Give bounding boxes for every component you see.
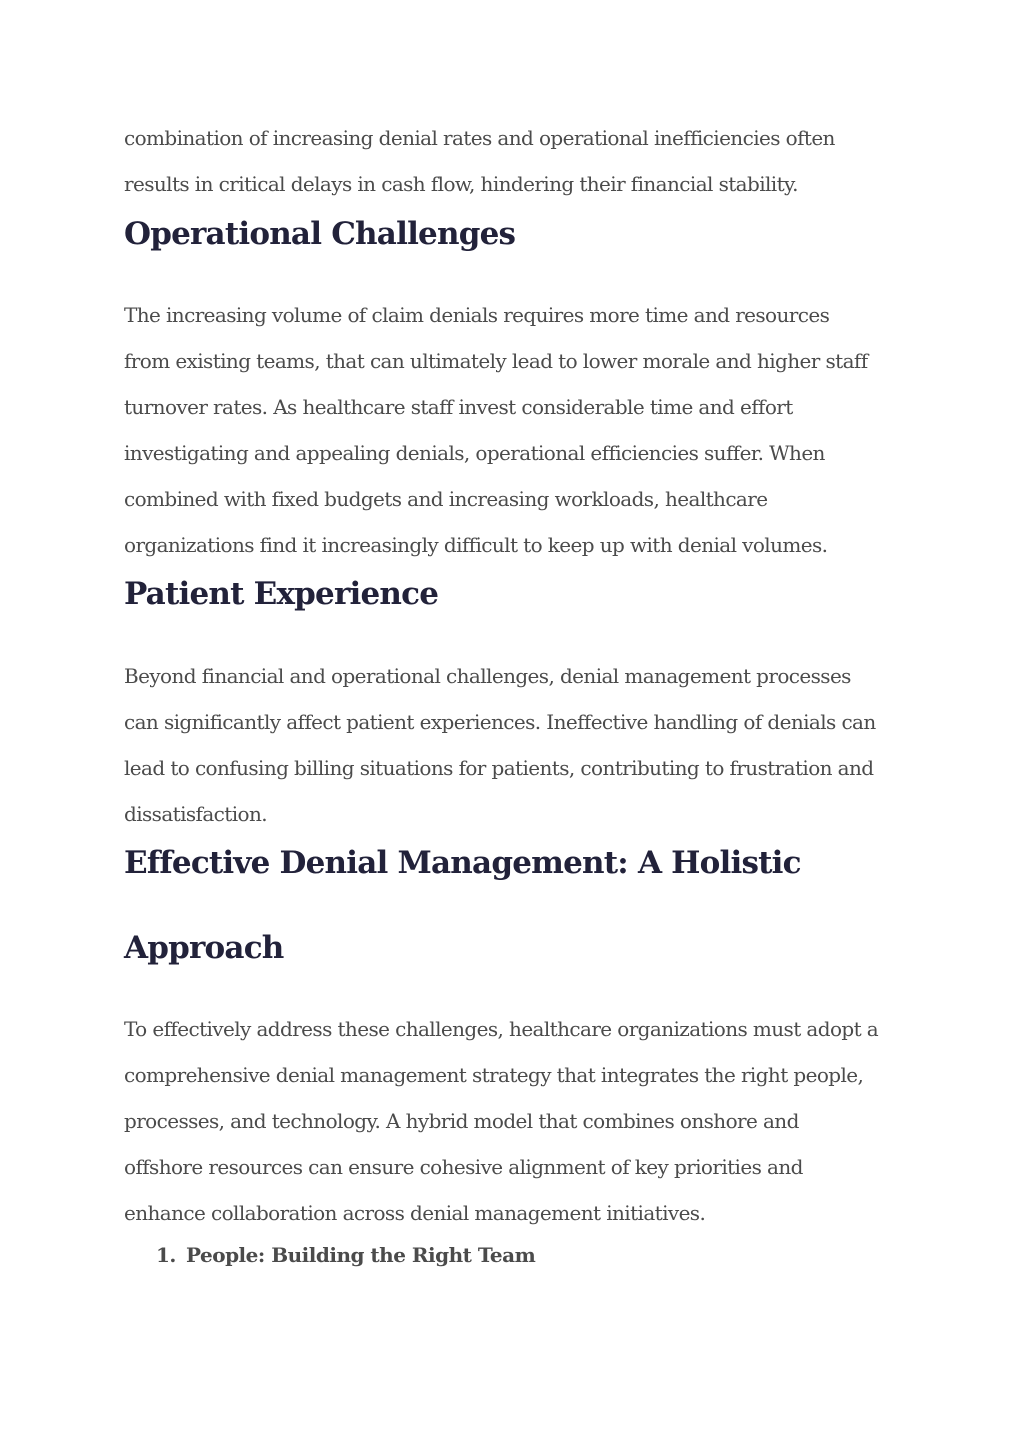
text-line: To effectively address these challenges, healthcare organizations must adopt a (124, 1017, 879, 1041)
list-item-text: People: Building the Right Team (186, 1243, 536, 1267)
text-line: turnover rates. As healthcare staff invest considerable time and effort (124, 395, 793, 419)
text-line: comprehensive denial management strategy that integrates the right people, (124, 1063, 864, 1087)
list-item-number: 1. (156, 1243, 176, 1267)
text-line: organizations find it increasingly difficult to keep up with denial volumes. (124, 533, 828, 557)
holistic-approach-paragraph (124, 1006, 878, 1236)
text-line: enhance collaboration across denial management initiatives. (124, 1201, 706, 1225)
text-line: results in critical delays in cash flow, hindering their financial stability. (124, 172, 798, 196)
text-line: investigating and appealing denials, operational efficiencies suffer. When (124, 441, 825, 465)
text-line: from existing teams, that can ultimately lead to lower morale and higher staff (124, 349, 868, 373)
section-heading-operational-challenges: Operational Challenges (124, 216, 516, 252)
text-line: can significantly affect patient experiences. Ineffective handling of denials can (124, 710, 876, 734)
text-line: lead to confusing billing situations for patients, contributing to frustration and (124, 756, 874, 780)
section-heading-holistic-approach-line2: Approach (124, 930, 284, 966)
text-line: offshore resources can ensure cohesive alignment of key priorities and (124, 1155, 803, 1179)
patient-experience-paragraph (124, 653, 876, 837)
operational-challenges-paragraph (124, 292, 868, 568)
intro-paragraph (124, 115, 835, 207)
text-line: dissatisfaction. (124, 802, 267, 826)
list-item (156, 1243, 535, 1267)
text-line: The increasing volume of claim denials requires more time and resources (124, 303, 830, 327)
section-heading-patient-experience: Patient Experience (124, 576, 439, 612)
section-heading-holistic-approach-line1: Effective Denial Management: A Holistic (124, 845, 801, 881)
text-line: Beyond financial and operational challenges, denial management processes (124, 664, 851, 688)
text-line: combined with fixed budgets and increasing workloads, healthcare (124, 487, 768, 511)
text-line: processes, and technology. A hybrid model that combines onshore and (124, 1109, 799, 1133)
text-line: combination of increasing denial rates and operational inefficiencies often (124, 126, 835, 150)
